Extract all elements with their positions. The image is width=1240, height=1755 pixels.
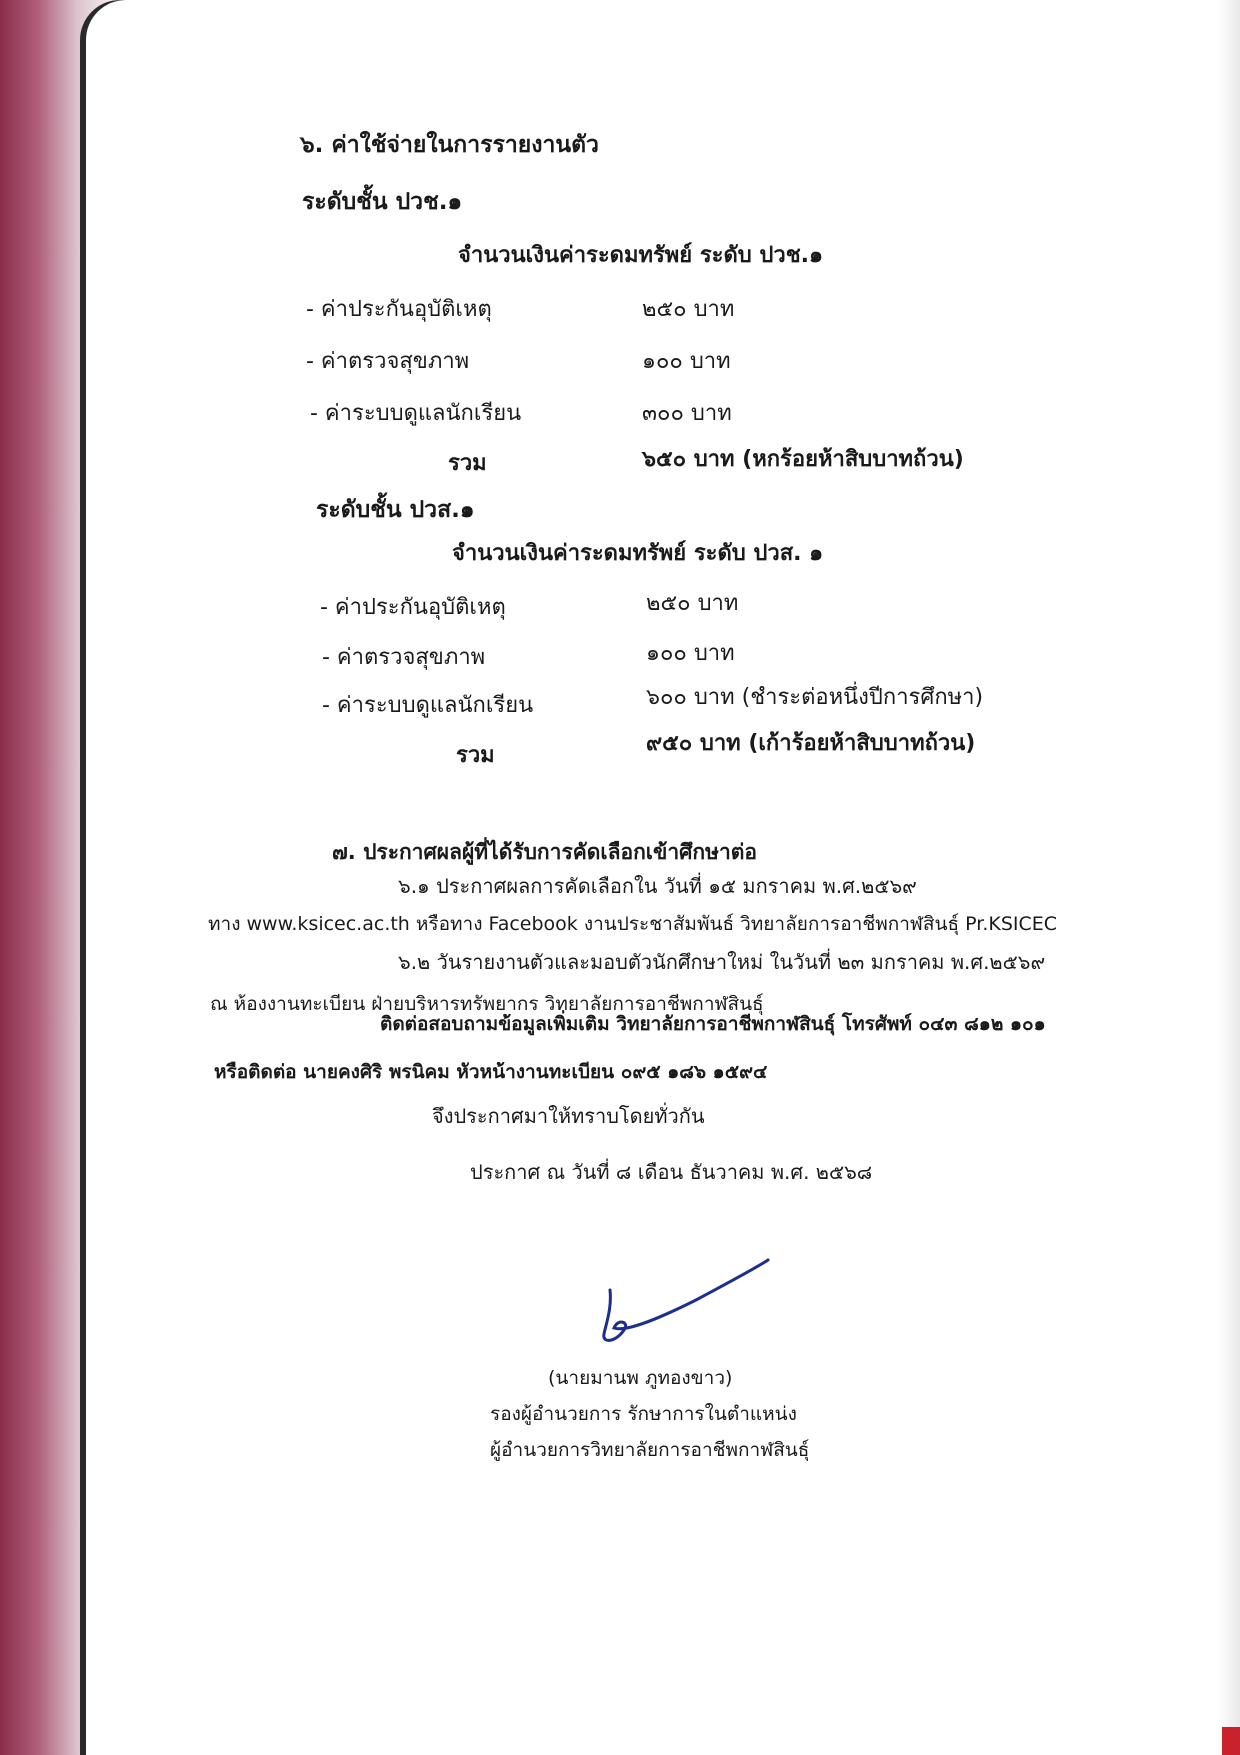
section7-heading: ๗. ประกาศผลผู้ที่ได้รับการคัดเลือกเข้าศึกษาต่อ xyxy=(332,840,758,864)
level2-item-amount: ๒๕๐ บาท xyxy=(646,591,739,616)
corner-mark xyxy=(1222,1727,1240,1755)
level2-total-amount: ๙๕๐ บาท (เก้าร้อยห้าสิบบาทถ้วน) xyxy=(646,731,976,756)
announcement-date: ประกาศ ณ วันที่ ๘ เดือน ธันวาคม พ.ศ. ๒๕๖๘ xyxy=(470,1160,873,1184)
level1-table-title: จำนวนเงินค่าระดมทรัพย์ ระดับ ปวช.๑ xyxy=(458,243,823,268)
section7-line: ๖.๒ วันรายงานตัวและมอบตัวนักศึกษาใหม่ ในวันที่ ๒๓ มกราคม พ.ศ.๒๕๖๙ xyxy=(398,950,1046,974)
closing-notice: จึงประกาศมาให้ทราบโดยทั่วกัน xyxy=(432,1104,705,1128)
section7-line: ๖.๑ ประกาศผลการคัดเลือกใน วันที่ ๑๕ มกราคม พ.ศ.๒๕๖๙ xyxy=(398,874,917,898)
level1-title: ระดับชั้น ปวช.๑ xyxy=(302,189,463,215)
level2-table-title: จำนวนเงินค่าระดมทรัพย์ ระดับ ปวส. ๑ xyxy=(452,541,824,566)
signatory-title: รองผู้อำนวยการ รักษาการในตำแหน่ง xyxy=(490,1403,797,1425)
level2-title: ระดับชั้น ปวส.๑ xyxy=(316,497,475,523)
level1-item-amount: ๑๐๐ บาท xyxy=(642,349,731,374)
level1-total-label: รวม xyxy=(448,451,487,476)
level1-item-amount: ๓๐๐ บาท xyxy=(642,401,732,426)
level1-item-label: - ค่าระบบดูแลนักเรียน xyxy=(310,401,522,426)
page-right-edge xyxy=(1218,0,1240,1755)
level1-item-amount: ๒๕๐ บาท xyxy=(642,297,735,322)
level1-item-label: - ค่าประกันอุบัติเหตุ xyxy=(306,297,492,322)
level2-item-amount: ๑๐๐ บาท xyxy=(646,641,735,666)
level1-total-amount: ๖๕๐ บาท (หกร้อยห้าสิบบาทถ้วน) xyxy=(642,447,964,472)
level2-item-label: - ค่าระบบดูแลนักเรียน xyxy=(322,693,534,718)
level2-item-amount: ๖๐๐ บาท (ชำระต่อหนึ่งปีการศึกษา) xyxy=(646,685,984,710)
handwritten-signature xyxy=(596,1248,776,1352)
level2-item-label: - ค่าประกันอุบัติเหตุ xyxy=(320,595,506,620)
level2-item-label: - ค่าตรวจสุขภาพ xyxy=(322,645,486,670)
level2-total-label: รวม xyxy=(456,743,495,768)
section6-heading: ๖. ค่าใช้จ่ายในการรายงานตัว xyxy=(300,132,599,158)
section7-line: ติดต่อสอบถามข้อมูลเพิ่มเติม วิทยาลัยการอาชีพกาฬสินธุ์ โทรศัพท์ ๐๔๓ ๘๑๒ ๑๐๑ xyxy=(380,1013,1046,1035)
section7-line: หรือติดต่อ นายคงศิริ พรนิคม หัวหน้างานทะเบียน ๐๙๕ ๑๘๖ ๑๕๙๔ xyxy=(214,1061,768,1083)
section7-line: ทาง www.ksicec.ac.th หรือทาง Facebook งานประชาสัมพันธ์ วิทยาลัยการอาชีพกาฬสินธุ์ Pr.KSICEC xyxy=(208,913,1058,935)
section7-line: ณ ห้องงานทะเบียน ฝ่ายบริหารทรัพยากร วิทยาลัยการอาชีพกาฬสินธุ์ xyxy=(210,993,764,1015)
signatory-name: (นายมานพ ภูทองขาว) xyxy=(548,1367,733,1389)
signatory-title: ผู้อำนวยการวิทยาลัยการอาชีพกาฬสินธุ์ xyxy=(490,1439,810,1461)
level1-item-label: - ค่าตรวจสุขภาพ xyxy=(306,349,470,374)
